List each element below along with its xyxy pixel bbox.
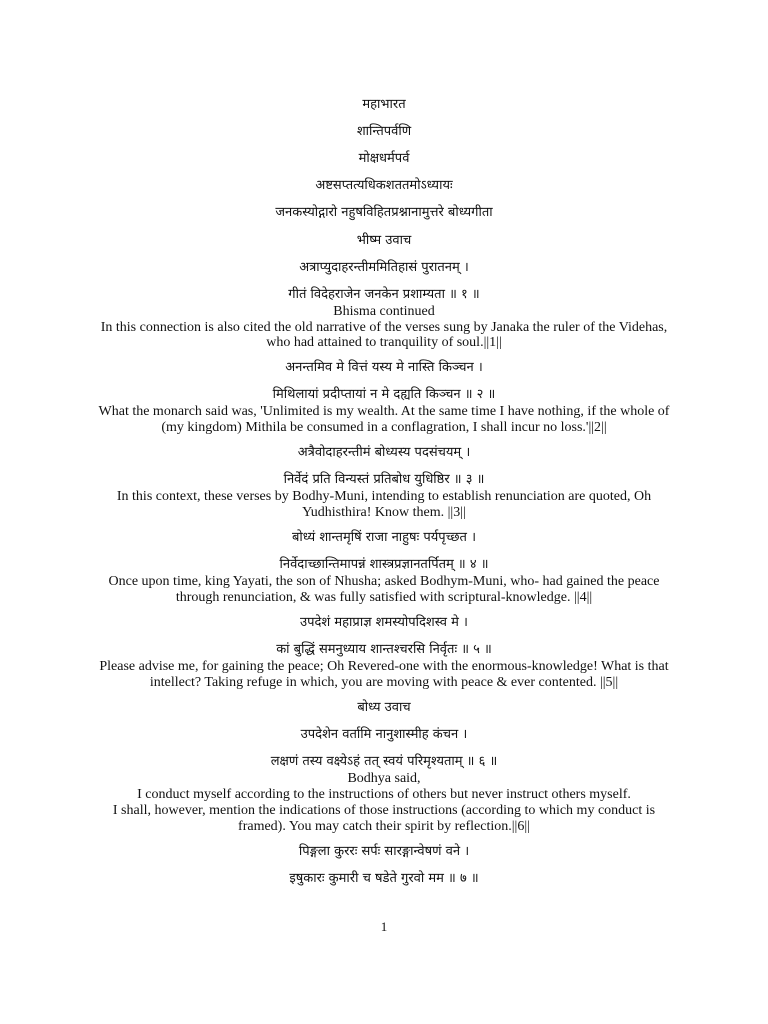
verse-1-line-2: गीतं विदेहराजेन जनकेन प्रशाम्यता ॥ १ ॥: [288, 287, 480, 302]
verse-5-line-2: कां बुद्धिं समनुध्याय शान्तश्चरसि निर्वृतः ॥ ५ ॥: [276, 642, 492, 657]
verse-6-line-1: उपदेशेन वर्तामि नानुशास्मीह कंचन ।: [300, 727, 468, 742]
verse-3-line-2: निर्वेदं प्रति विन्यस्तं प्रतिबोध युधिष्ठिर ॥ ३ ॥: [283, 472, 485, 487]
work-title: महाभारत: [362, 97, 406, 112]
upaparva-title: मोक्षधर्मपर्व: [358, 151, 410, 166]
verse-6-translation-line-2: I shall, however, mention the indications of those instructions (according to which my conduct is: [112, 803, 656, 818]
speaker-english: Bhisma continued: [333, 304, 435, 319]
verse-5-translation-line-2: intellect? Taking refuge in which, you are moving with peace & ever contented. ||5||: [149, 675, 619, 690]
verse-4-translation-line-2: through renunciation, & was fully satisfied with scriptural-knowledge. ||4||: [175, 590, 593, 605]
page-number: 1: [380, 919, 388, 934]
verse-6-translation-line-3: framed). You may catch their spirit by reflection.||6||: [238, 819, 530, 834]
speaker-sanskrit: भीष्म उवाच: [356, 233, 412, 248]
verse-5-line-1: उपदेशं महाप्राज्ञ शमस्योपदिशस्व मे ।: [300, 615, 468, 630]
verse-1-line-1: अत्राप्युदाहरन्तीममितिहासं पुरातनम् ।: [299, 260, 469, 275]
speaker-english-bodhya: Bodhya said,: [347, 771, 421, 786]
verse-4-line-1: बोध्यं शान्तमृषिं राजा नाहुषः पर्यपृच्छत ।: [291, 530, 477, 545]
verse-7-line-1: पिङ्गला कुररः सर्पः सारङ्गान्वेषणं वने ।: [298, 844, 470, 859]
verse-3-translation-line-2: Yudhisthira! Know them. ||3||: [302, 505, 466, 520]
parva-title: शान्तिपर्वणि: [356, 124, 412, 139]
verse-2-translation-line-2: (my kingdom) Mithila be consumed in a conflagration, I shall incur no loss.'||2||: [161, 420, 607, 435]
verse-2-line-1: अनन्तमिव मे वित्तं यस्य मे नास्ति किञ्चन ।: [285, 360, 483, 375]
verse-4-line-2: निर्वेदाच्छान्तिमापन्नं शास्त्रप्रज्ञानतर्पितम् ॥ ४ ॥: [279, 557, 489, 572]
verse-2-line-2: मिथिलायां प्रदीप्तायां न मे दह्यति किञ्चन ॥ २ ॥: [272, 387, 496, 402]
verse-6-translation-line-1: I conduct myself according to the instructions of others but never instruct others myself.: [137, 787, 631, 802]
verse-1-translation-line-1: In this connection is also cited the old narrative of the verses sung by Janaka the ruler of the Videhas,: [100, 320, 668, 335]
verse-5-translation-line-1: Please advise me, for gaining the peace; Oh Revered-one with the enormous-knowledge! What is that: [99, 659, 669, 674]
verse-3-translation-line-1: In this context, these verses by Bodhy-Muni, intending to establish renunciation are quoted, Oh: [116, 489, 652, 504]
verse-1-translation-line-2: who had attained to tranquility of soul.||1||: [266, 335, 502, 350]
chapter-title: अष्टसप्तत्यधिकशततमोऽध्यायः: [315, 178, 453, 193]
speaker-sanskrit-bodhya: बोध्य उवाच: [357, 700, 411, 715]
verse-2-translation-line-1: What the monarch said was, 'Unlimited is my wealth. At the same time I have nothing, if the whole of: [98, 404, 670, 419]
chapter-subject: जनकस्योद्गारो नहुषविहितप्रश्नानामुत्तरे बोध्यगीता: [275, 205, 493, 220]
verse-6-line-2: लक्षणं तस्य वक्ष्येऽहं तत् स्वयं परिमृश्यताम् ॥ ६ ॥: [270, 754, 498, 769]
verse-7-line-2: इषुकारः कुमारी च षडेते गुरवो मम ॥ ७ ॥: [289, 871, 479, 886]
verse-3-line-1: अत्रैवोदाहरन्तीमं बोध्यस्य पदसंचयम् ।: [297, 445, 471, 460]
verse-4-translation-line-1: Once upon time, king Yayati, the son of Nhusha; asked Bodhym-Muni, who- had gained the peace: [108, 574, 660, 589]
